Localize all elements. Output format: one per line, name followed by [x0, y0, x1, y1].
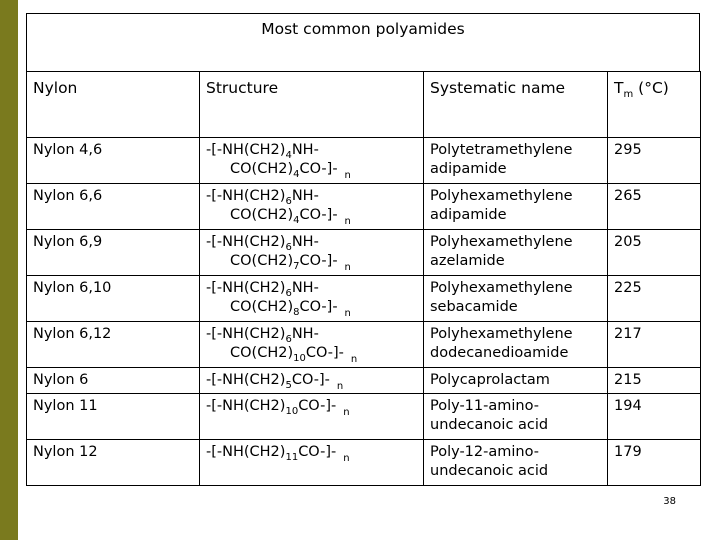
cell-systematic-name — [424, 230, 608, 276]
name-line: Polytetramethylene — [430, 142, 573, 158]
structure-line: $-[-NH(CH2)_6NH-$ — [206, 280, 319, 299]
header-systematic-name: Systematic name — [424, 72, 608, 138]
cell-structure — [200, 184, 424, 230]
cell-tm: 205 — [608, 230, 701, 276]
name-line: Polyhexamethylene — [430, 188, 573, 204]
name-line: Polyhexamethylene — [430, 234, 573, 250]
table-row — [27, 276, 701, 322]
header-structure: Structure — [200, 72, 424, 138]
cell-nylon: Nylon 6,9 — [27, 230, 200, 276]
structure-line: $-[-NH(CH2)_6NH-$ — [206, 326, 319, 345]
table-row — [27, 322, 701, 368]
cell-tm: 295 — [608, 138, 701, 184]
slide-title: Most common polyamides — [261, 20, 465, 38]
header-tm — [608, 72, 701, 138]
name-line: adipamide — [430, 161, 507, 177]
cell-tm: 225 — [608, 276, 701, 322]
cell-tm: 265 — [608, 184, 701, 230]
structure-line: $-[-NH(CH2)_5CO-]-$ $_n$ — [206, 372, 344, 392]
name-line: dodecanedioamide — [430, 345, 569, 361]
header-nylon: Nylon — [27, 72, 200, 138]
cell-nylon: Nylon 12 — [27, 440, 200, 486]
cell-structure — [200, 230, 424, 276]
cell-structure — [200, 322, 424, 368]
name-line: Poly-11-amino- — [430, 398, 539, 414]
cell-structure — [200, 276, 424, 322]
cell-systematic-name — [424, 440, 608, 486]
polyamides-table — [26, 71, 701, 486]
name-line: Polyhexamethylene — [430, 326, 573, 342]
structure-line: $-[-NH(CH2)_{11}CO-]-$ $_n$ — [206, 444, 350, 464]
cell-nylon: Nylon 6,10 — [27, 276, 200, 322]
cell-tm: 217 — [608, 322, 701, 368]
tm-symbol: T — [614, 79, 624, 97]
structure-line: $CO(CH2)_4CO-]-$ $_n$ — [230, 161, 351, 181]
cell-systematic-name — [424, 184, 608, 230]
cell-systematic-name — [424, 138, 608, 184]
structure-line: $-[-NH(CH2)_6NH-$ — [206, 188, 319, 207]
cell-tm: 215 — [608, 368, 701, 394]
table-row — [27, 184, 701, 230]
table-row — [27, 440, 701, 486]
name-line: Poly-12-amino- — [430, 444, 539, 460]
structure-line: $-[-NH(CH2)_{10}CO-]-$ $_n$ — [206, 398, 350, 418]
table-row — [27, 138, 701, 184]
cell-structure — [200, 368, 424, 394]
tm-subscript: m — [623, 89, 634, 100]
name-line: Polycaprolactam — [430, 372, 550, 388]
cell-nylon: Nylon 6 — [27, 368, 200, 394]
table-header-row — [27, 72, 701, 138]
name-line: undecanoic acid — [430, 463, 549, 479]
structure-line: $CO(CH2)_4CO-]-$ $_n$ — [230, 207, 351, 227]
name-line: sebacamide — [430, 299, 518, 315]
cell-nylon: Nylon 6,12 — [27, 322, 200, 368]
cell-nylon: Nylon 4,6 — [27, 138, 200, 184]
cell-systematic-name — [424, 394, 608, 440]
name-line: adipamide — [430, 207, 507, 223]
cell-systematic-name — [424, 322, 608, 368]
page-number: 38 — [663, 496, 676, 507]
table-row — [27, 368, 701, 394]
tm-unit: (°C) — [638, 79, 669, 97]
cell-systematic-name — [424, 276, 608, 322]
structure-line: $-[-NH(CH2)_4NH-$ — [206, 142, 319, 161]
cell-nylon: Nylon 11 — [27, 394, 200, 440]
structure-line: $CO(CH2)_7CO-]-$ $_n$ — [230, 253, 351, 273]
cell-tm: 179 — [608, 440, 701, 486]
structure-line: $CO(CH2)_{10}CO-]-$ $_n$ — [230, 345, 358, 365]
cell-tm: 194 — [608, 394, 701, 440]
structure-line: $CO(CH2)_8CO-]-$ $_n$ — [230, 299, 351, 319]
name-line: undecanoic acid — [430, 417, 549, 433]
cell-nylon: Nylon 6,6 — [27, 184, 200, 230]
structure-line: $-[-NH(CH2)_6NH-$ — [206, 234, 319, 253]
name-line: azelamide — [430, 253, 505, 269]
table-row — [27, 394, 701, 440]
name-line: Polyhexamethylene — [430, 280, 573, 296]
table-row — [27, 230, 701, 276]
accent-stripe — [0, 0, 18, 540]
cell-structure — [200, 394, 424, 440]
title-box — [26, 13, 700, 72]
cell-systematic-name — [424, 368, 608, 394]
cell-structure — [200, 440, 424, 486]
cell-structure — [200, 138, 424, 184]
